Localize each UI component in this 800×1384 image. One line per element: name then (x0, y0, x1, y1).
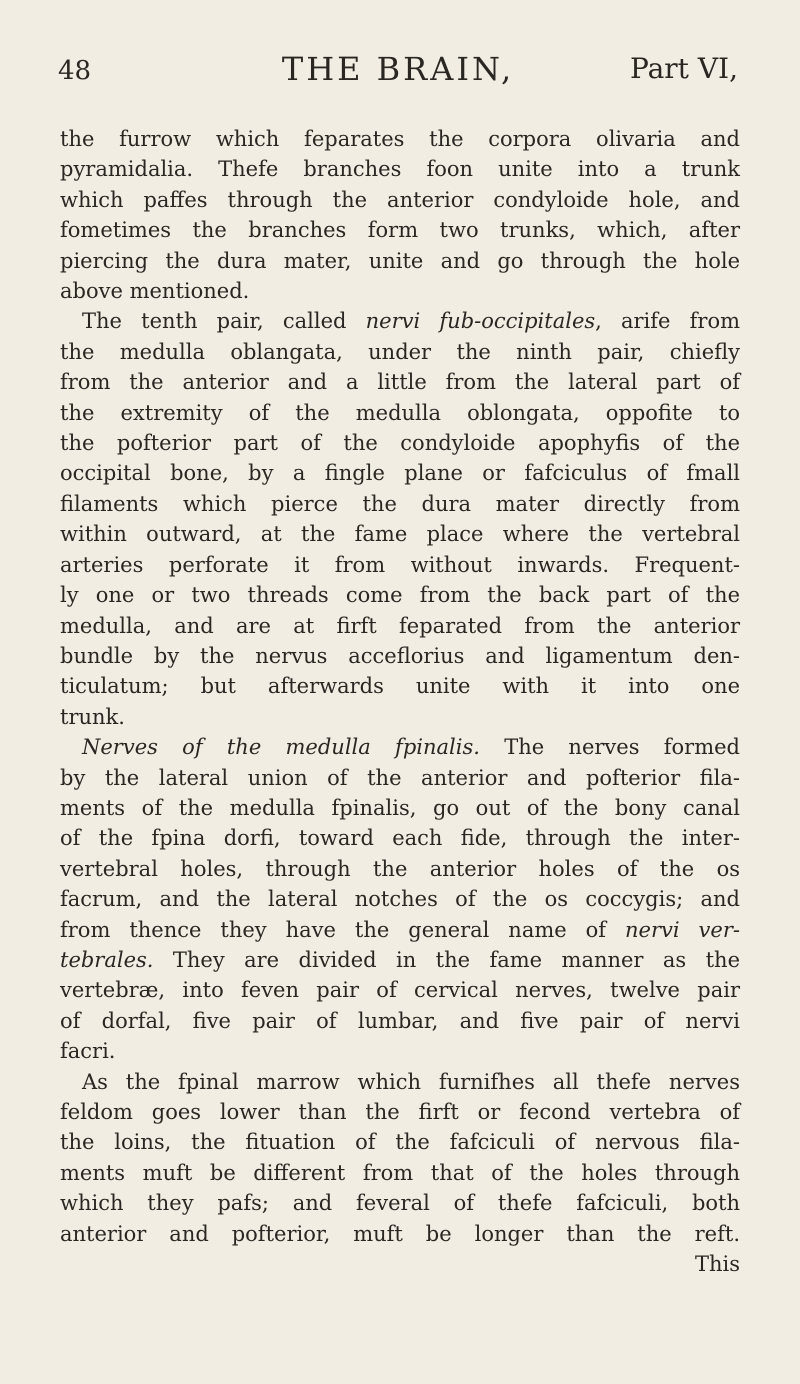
text-span: facrum, and the lateral notches of the os coccygis; and (60, 887, 740, 912)
text-line (60, 823, 740, 853)
text-span: This (694, 1252, 740, 1277)
text-span: from thence they have the general name of (60, 917, 626, 942)
text-span: occipital bone, by a fingle plane or fafciculus of fmall (60, 461, 740, 486)
text-line (60, 763, 740, 793)
text-line (60, 124, 740, 154)
text-span: of dorfal, five pair of lumbar, and five pair of nervi (60, 1008, 740, 1033)
text-span: which paffes through the anterior condyloide hole, and (60, 187, 740, 212)
text-span: The nerves formed (479, 735, 740, 760)
text-span: from the anterior and a little from the lateral part of (60, 370, 740, 395)
text-line (60, 1006, 740, 1036)
text-span: the extremity of the medulla oblongata, oppofite to (60, 400, 740, 425)
text-line (60, 671, 740, 701)
text-line (60, 732, 740, 762)
italic-text: nervi ver- (625, 917, 740, 942)
text-line (60, 337, 740, 367)
text-span: bundle by the nervus acceflorius and ligamentum den- (60, 643, 740, 668)
text-line (60, 1188, 740, 1218)
text-line (60, 550, 740, 580)
page-number: 48 (58, 56, 92, 86)
running-title: THE BRAIN, (281, 50, 515, 88)
text-span: ly one or two threads come from the back part of the (60, 583, 740, 608)
text-span: of the fpina dorfi, toward each fide, through the inter- (60, 826, 740, 851)
italic-text: Nerves of the medulla fpinalis. (82, 735, 480, 760)
text-span: the medulla oblangata, under the ninth pair, chiefly (60, 339, 740, 364)
text-span: by the lateral union of the anterior and pofterior fila- (60, 765, 740, 790)
text-line (60, 458, 740, 488)
text-line (60, 1219, 740, 1249)
text-line (60, 154, 740, 184)
text-line (60, 975, 740, 1005)
text-line (60, 641, 740, 671)
text-span: , arife from (595, 309, 741, 334)
text-span: the furrow which feparates the corpora olivaria and (60, 127, 740, 151)
text-line (60, 793, 740, 823)
text-span: The tenth pair, called (82, 309, 366, 334)
text-span: feldom goes lower than the firft or fecond vertebra of (60, 1100, 740, 1124)
text-span: piercing the dura mater, unite and go through the hole (60, 248, 740, 273)
text-span: medulla, and are at firft feparated from the anterior (60, 613, 740, 638)
text-line (60, 1067, 740, 1097)
text-span: which they pafs; and feveral of thefe fafciculi, both (60, 1191, 740, 1216)
text-line (60, 246, 740, 276)
text-span: the pofterior part of the condyloide apophyfis of the (60, 431, 740, 456)
text-line (60, 1249, 740, 1279)
text-line (60, 915, 740, 945)
text-span: facri. (60, 1039, 116, 1064)
text-span: the loins, the fituation of the fafciculi of nervous fila- (60, 1130, 740, 1155)
text-line (60, 489, 740, 519)
text-span: above mentioned. (60, 279, 250, 304)
text-line (60, 611, 740, 641)
text-line (60, 580, 740, 610)
text-line (60, 945, 740, 975)
text-span: vertebræ, into feven pair of cervical nerves, twelve pair (60, 978, 740, 1003)
text-span: As the fpinal marrow which furnifhes all thefe nerves (82, 1069, 740, 1094)
text-span: ments of the medulla fpinalis, go out of the bony canal (60, 795, 740, 820)
text-line (60, 1127, 740, 1157)
text-line (60, 519, 740, 549)
text-line (60, 276, 740, 306)
text-span: pyramidalia. Thefe branches foon unite into a trunk (60, 157, 740, 182)
text-line (60, 306, 740, 336)
text-span: vertebral holes, through the anterior holes of the os (60, 856, 740, 881)
text-span: trunk. (60, 704, 125, 729)
running-header (58, 50, 738, 94)
text-line (60, 884, 740, 914)
text-span: within outward, at the fame place where the vertebral (60, 522, 740, 547)
text-line (60, 185, 740, 215)
text-line (60, 398, 740, 428)
text-line (60, 702, 740, 732)
text-span: filaments which pierce the dura mater directly from (60, 491, 740, 516)
text-line (60, 1036, 740, 1066)
text-span: anterior and pofterior, muft be longer than the reft. (60, 1221, 740, 1246)
body-text (60, 124, 740, 1279)
text-line (60, 1097, 740, 1127)
text-line (60, 854, 740, 884)
text-line (60, 428, 740, 458)
text-span: ticulatum; but afterwards unite with it into one (60, 674, 740, 699)
italic-text: nervi fub-occipitales (365, 309, 596, 334)
text-span: fometimes the branches form two trunks, which, after (60, 218, 740, 243)
text-line (60, 1158, 740, 1188)
italic-text: tebrales. (60, 947, 154, 972)
text-line (60, 367, 740, 397)
part-label: Part VI, (630, 52, 738, 85)
text-line (60, 215, 740, 245)
text-span: arteries perforate it from without inwards. Frequent- (60, 552, 740, 577)
text-span: ments muft be different from that of the holes through (60, 1160, 740, 1185)
text-span: They are divided in the fame manner as the (153, 947, 740, 972)
